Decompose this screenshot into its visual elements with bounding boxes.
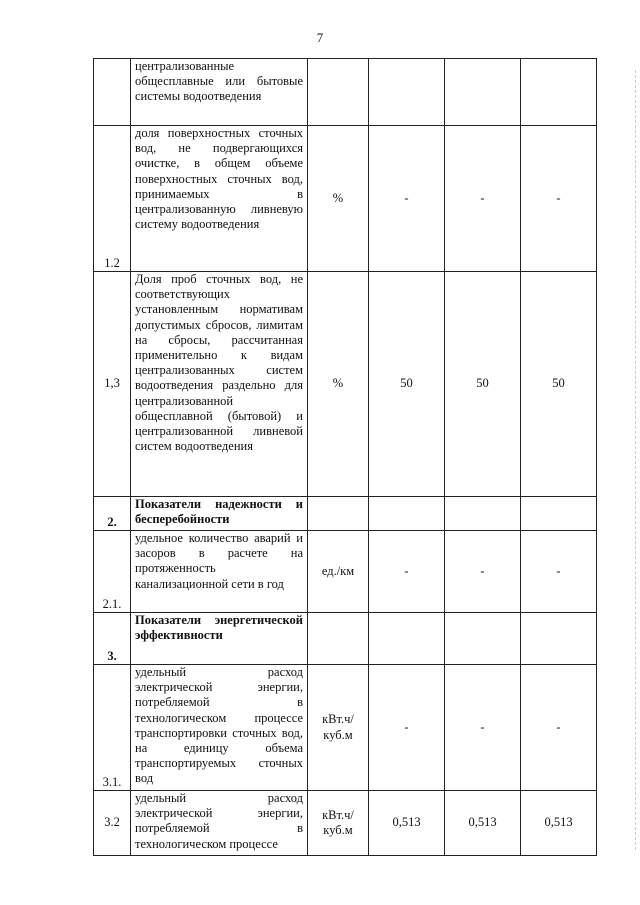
row-number: 3.2 — [94, 791, 131, 856]
table-row — [94, 59, 597, 126]
value-cell — [369, 59, 445, 126]
value-cell: - — [521, 126, 597, 272]
table-row — [94, 531, 597, 613]
indicator-name: удельный расход электрической энергии, потребляемой в технологическом процессе — [131, 791, 308, 856]
section-number: 2. — [94, 497, 131, 531]
value-cell: - — [521, 665, 597, 791]
value-cell — [445, 497, 521, 531]
value-cell — [521, 613, 597, 665]
value-cell: 0,513 — [521, 791, 597, 856]
unit-cell: кВт.ч/куб.м — [308, 665, 369, 791]
table-row — [94, 497, 597, 531]
scan-edge-marks — [633, 70, 636, 850]
indicator-name: доля поверхностных сточных вод, не подвергающихся очистке, в общем объеме поверхностных сточных вод, принимаемых в централизованную ливневую систему водоотведения — [131, 126, 308, 272]
unit-cell: % — [308, 126, 369, 272]
unit-cell: кВт.ч/куб.м — [308, 791, 369, 856]
value-cell: - — [369, 531, 445, 613]
value-cell: 50 — [445, 272, 521, 497]
section-title: Показатели надежности и бесперебойности — [131, 497, 308, 531]
row-number: 2.1. — [94, 531, 131, 613]
value-cell: 50 — [369, 272, 445, 497]
section-title: Показатели энергетической эффективности — [131, 613, 308, 665]
indicator-name: удельное количество аварий и засоров в расчете на протяженность канализационной сети в год — [131, 531, 308, 613]
table-row — [94, 272, 597, 497]
table-row — [94, 613, 597, 665]
value-cell — [521, 59, 597, 126]
value-cell: 0,513 — [369, 791, 445, 856]
row-number: 3.1. — [94, 665, 131, 791]
value-cell: 0,513 — [445, 791, 521, 856]
indicator-name: централизованные общесплавные или бытовые системы водоотведения — [131, 59, 308, 126]
unit-cell: % — [308, 272, 369, 497]
value-cell — [369, 497, 445, 531]
unit-cell: ед./км — [308, 531, 369, 613]
value-cell: 50 — [521, 272, 597, 497]
unit-cell — [308, 613, 369, 665]
value-cell: - — [369, 665, 445, 791]
value-cell: - — [445, 531, 521, 613]
table-row — [94, 665, 597, 791]
section-number: 3. — [94, 613, 131, 665]
value-cell — [369, 613, 445, 665]
value-cell: - — [369, 126, 445, 272]
indicator-name: удельный расход электрической энергии, потребляемой в технологическом процессе транспортировки сточных вод, на единицу объема транспортируемых сточных вод — [131, 665, 308, 791]
row-number: 1.2 — [94, 126, 131, 272]
page-number: 7 — [316, 30, 324, 45]
value-cell — [521, 497, 597, 531]
table-row — [94, 126, 597, 272]
indicator-name: Доля проб сточных вод, не соответствующих установленным нормативам допустимых сбросов, лимитам на сбросы, рассчитанная применительно к видам централизованных систем водоотведения раздельно для централизованной общесплавной (бытовой) и централизованной ливневой систем водоотведения — [131, 272, 308, 497]
value-cell — [445, 59, 521, 126]
unit-cell — [308, 497, 369, 531]
value-cell: - — [445, 665, 521, 791]
table-row — [94, 791, 597, 856]
unit-cell — [308, 59, 369, 126]
row-number: 1,3 — [94, 272, 131, 497]
row-number — [94, 59, 131, 126]
value-cell — [445, 613, 521, 665]
indicators-table — [93, 58, 597, 856]
value-cell: - — [521, 531, 597, 613]
value-cell: - — [445, 126, 521, 272]
